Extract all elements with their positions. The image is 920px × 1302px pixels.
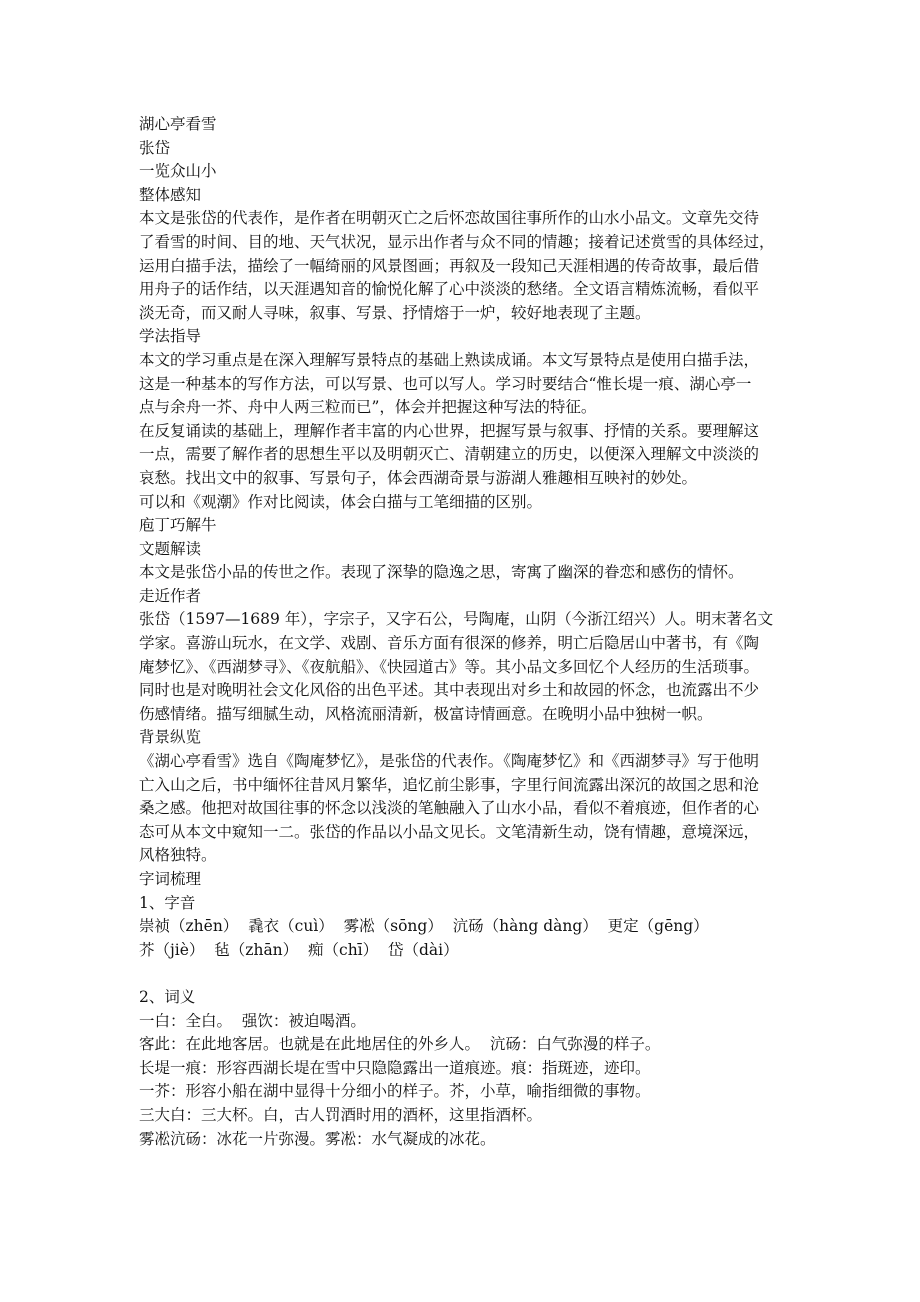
subheading-meaning: 2、词义: [139, 987, 196, 1006]
section-heading: 一览众山小: [139, 162, 217, 181]
background-line: 《湖心亭看雪》选自《陶庵梦忆》，是张岱的代表作。《陶庵梦忆》和《西湖梦寻》写于他明: [139, 752, 760, 771]
background-line: 风格独特。: [139, 846, 217, 865]
author-intro-line: 张岱（1597—1689 年），字宗子，又字石公，号陶庵，山阴（今浙江绍兴）人。明末著名文: [139, 610, 774, 629]
method-line: 可以和《观潮》作对比阅读，体会白描与工笔细描的区别。: [139, 492, 543, 511]
author-intro-line: 学家。喜游山玩水，在文学、戏剧、音乐方面有很深的修养，明亡后隐居山中著书，有《陶: [139, 634, 760, 653]
section-heading: 庖丁巧解牛: [139, 516, 217, 535]
subheading-method: 学法指导: [139, 327, 202, 346]
background-line: 亡入山之后，书中缅怀往昔风月繁华，追忆前尘影事，字里行间流露出深沉的故国之思和沧: [139, 775, 760, 794]
method-line: 这是一种基本的写作方法，可以写景、也可以写人。学习时要结合“惟长堤一痕、湖心亭一: [139, 374, 752, 393]
method-line: 在反复诵读的基础上，理解作者丰富的内心世界，把握写景与叙事、抒情的关系。要理解这: [139, 421, 760, 440]
blank-line: [139, 962, 783, 986]
subheading-words: 字词梳理: [139, 870, 202, 888]
author-intro-line: 庵梦忆》、《西湖梦寻》、《夜航船》、《快园道古》等。其小品文多回忆个人经历的生活琐事。: [139, 657, 760, 676]
subheading-overview: 整体感知: [139, 185, 202, 204]
method-line: 本文的学习重点是在深入理解写景特点的基础上熟读成诵。本文写景特点是使用白描手法，: [139, 350, 760, 369]
method-line: 点与余舟一芥、舟中人两三粒而已”，体会并把握这种写法的特征。: [139, 398, 597, 417]
method-line: 一点，需要了解作者的思想生平以及明朝灭亡、清朝建立的历史，以便深入理解文中淡淡的: [139, 445, 760, 464]
meaning-line: 一芥：形容小船在湖中显得十分细小的样子。芥，小草，喻指细微的事物。: [139, 1082, 651, 1101]
overview-line: 了看雪的时间、目的地、天气状况，显示出作者与众不同的情趣；接着记述赏雪的具体经过，: [139, 232, 775, 251]
overview-line: 用舟子的话作结，以天涯遇知音的愉悦化解了心中淡淡的愁绪。全文语言精炼流畅，看似平: [139, 280, 760, 299]
title-reading-line: 本文是张岱小品的传世之作。表现了深挚的隐逸之思，寄寓了幽深的眷恋和感伤的情怀。: [139, 563, 744, 582]
meaning-line: 一白：全白。 强饮：被迫喝酒。: [139, 1011, 366, 1030]
document-page: [139, 113, 783, 1151]
overview-line: 淡无奇，而又耐人寻味，叙事、写景、抒情熔于一炉，较好地表现了主题。: [139, 303, 651, 322]
overview-line: 运用白描手法，描绘了一幅绮丽的风景图画；再叙及一段知己天涯相遇的传奇故事，最后借: [139, 256, 760, 275]
background-line: 桑之感。他把对故国往事的怀念以浅淡的笔触融入了山水小品，看似不着痕迹，但作者的心: [139, 799, 760, 818]
meaning-line: 雾凇沆砀：冰花一片弥漫。雾凇：水气凝成的冰花。: [139, 1129, 496, 1148]
pronunciation-line: 崇祯（zhēn） 毳衣（cuì） 雾凇（sōng） 沆砀（hàng dàng） 更定（gēng）: [139, 917, 709, 936]
subheading-pronunciation: 1、字音: [139, 893, 196, 912]
background-line: 态可从本文中窥知一二。张岱的作品以小品文见长。文笔清新生动，饶有情趣，意境深远，: [139, 822, 760, 841]
meaning-line: 客此：在此地客居。也就是在此地居住的外乡人。 沆砀：白气弥漫的样子。: [139, 1035, 661, 1054]
document-title: 湖心亭看雪: [139, 115, 217, 133]
meaning-line: 三大白：三大杯。白，古人罚酒时用的酒杯，这里指酒杯。: [139, 1105, 543, 1124]
subheading-author: 走近作者: [139, 586, 202, 605]
method-line: 哀愁。找出文中的叙事、写景句子，体会西湖奇景与游湖人雅趣相互映衬的妙处。: [139, 468, 698, 487]
meaning-line: 长堤一痕：形容西湖长堤在雪中只隐隐露出一道痕迹。痕：指斑迹，迹印。: [139, 1058, 651, 1077]
pronunciation-line: 芥（jiè） 毡（zhān） 痴（chī） 岱（dài）: [139, 940, 459, 959]
subheading-title-reading: 文题解读: [139, 539, 202, 558]
subheading-background: 背景纵览: [139, 728, 202, 747]
document-author: 张岱: [139, 138, 171, 157]
author-intro-line: 伤感情绪。描写细腻生动，风格流丽清新，极富诗情画意。在晚明小品中独树一帜。: [139, 704, 713, 723]
overview-line: 本文是张岱的代表作，是作者在明朝灭亡之后怀恋故国往事所作的山水小品文。文章先交待: [139, 209, 760, 228]
author-intro-line: 同时也是对晚明社会文化风俗的出色平述。其中表现出对乡土和故园的怀念，也流露出不少: [139, 681, 760, 700]
